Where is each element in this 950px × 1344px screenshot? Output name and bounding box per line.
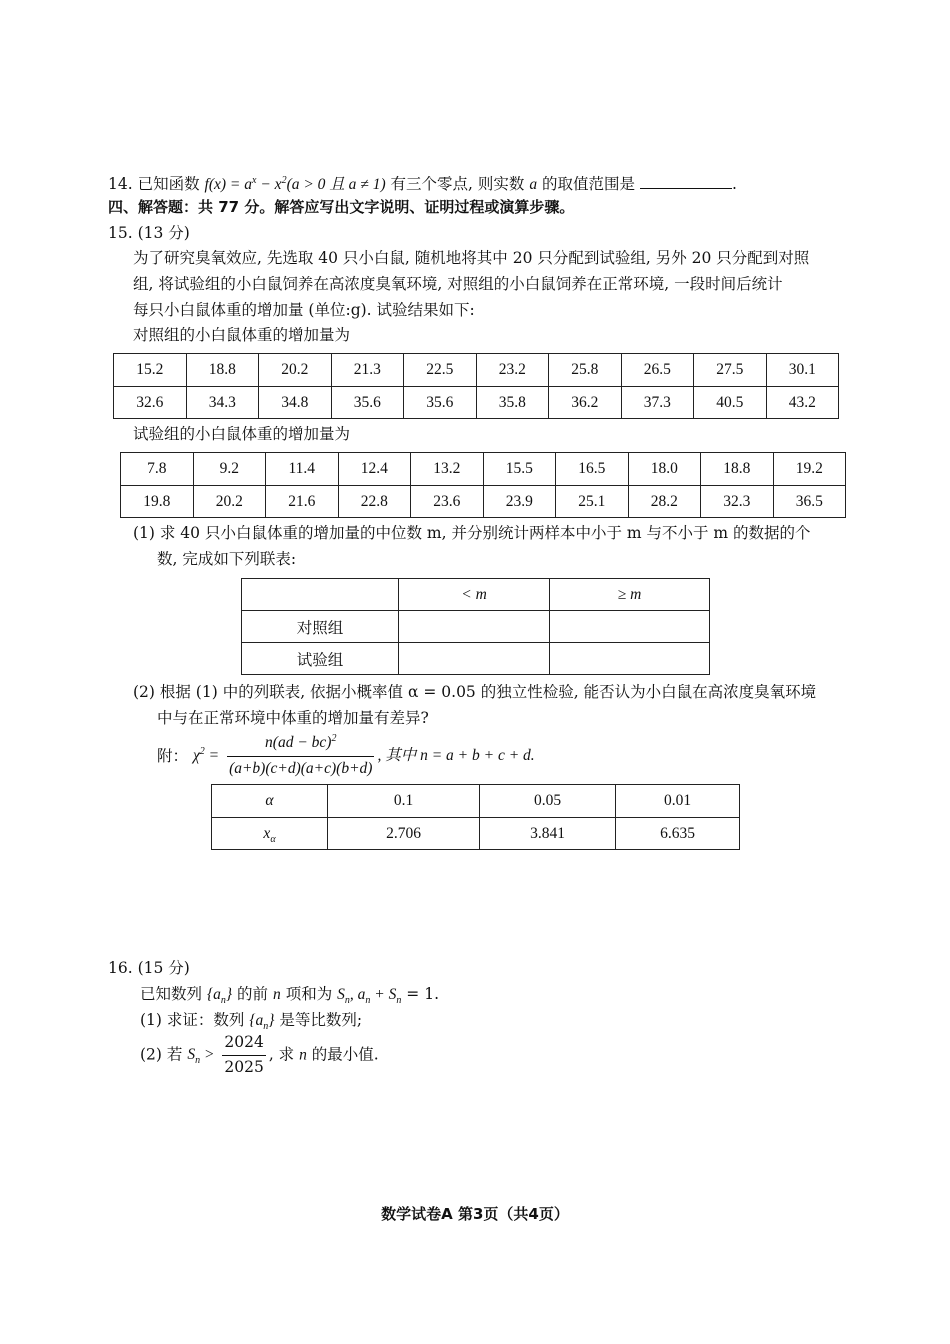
test-group-label: 试验组的小白鼠体重的增加量为: [133, 425, 351, 443]
table-cell: 0.05: [480, 785, 616, 818]
table-cell: [242, 579, 399, 611]
q15-para-line1: 为了研究臭氧效应, 先选取 40 只小白鼠, 随机地将其中 20 只分配到试验组, 另外 20 只分配到对照: [133, 249, 810, 267]
control-group-label: 对照组的小白鼠体重的增加量为: [133, 326, 351, 344]
q16-part2: [140, 1034, 379, 1077]
table-cell: 36.2: [549, 387, 622, 419]
table-row: [242, 579, 710, 611]
chi-square-symbol: $\chi^2$ =: [192, 745, 220, 764]
table-cell: 34.3: [186, 387, 259, 419]
table-cell: 35.6: [331, 387, 404, 419]
answer-cell[interactable]: [550, 611, 710, 643]
table-cell: 23.9: [483, 486, 556, 518]
q16-text: 的前: [237, 985, 269, 1003]
q16-text: 的最小值.: [311, 1045, 379, 1064]
table-cell: 11.4: [266, 453, 339, 486]
table-cell: 6.635: [616, 818, 740, 850]
table-row: [121, 453, 846, 486]
table-cell: 7.8: [121, 453, 194, 486]
control-group-table: [113, 353, 839, 419]
table-cell: 25.8: [549, 354, 622, 387]
q15-part2-line2: 中与在正常环境中体重的增加量有差异?: [157, 709, 429, 727]
q16-text: (1) 求证：数列: [140, 1011, 245, 1029]
table-cell: 15.5: [483, 453, 556, 486]
table-cell: 23.2: [476, 354, 549, 387]
q16-text: 已知数列: [140, 985, 203, 1003]
fraction-numerator: n(ad − bc)$^2$: [227, 734, 374, 757]
answer-cell[interactable]: [399, 611, 550, 643]
expr-sn-gt: $S_n$ >: [187, 1046, 215, 1067]
q16-text: = 1.: [406, 985, 439, 1003]
critical-value-table: [211, 784, 740, 850]
table-cell: 2.706: [328, 818, 480, 850]
q14-end: .: [731, 175, 737, 193]
var-n: n: [273, 986, 281, 1003]
q16-text: , 求: [268, 1045, 295, 1064]
q14-number: 14.: [108, 175, 133, 193]
appendix-label: 附：: [157, 746, 189, 765]
q14-text-b: 有三个零点, 则实数: [390, 175, 525, 193]
q16-text: 是等比数列;: [279, 1011, 363, 1029]
table-cell: $x_\alpha$: [212, 818, 328, 850]
table-cell: 30.1: [766, 354, 839, 387]
table-row: [114, 354, 839, 387]
q16-text: (2) 若: [140, 1045, 183, 1064]
table-cell: 21.3: [331, 354, 404, 387]
test-group-table: [120, 452, 846, 518]
sequence-a-n: $\{a_n\}$: [249, 1012, 275, 1033]
table-cell: 32.6: [114, 387, 187, 419]
q15-part1-line1: (1) 求 40 只小白鼠体重的增加量的中位数 m, 并分别统计两样本中小于 m 与不小于 m 的数据的个: [133, 524, 811, 542]
table-cell: 25.1: [556, 486, 629, 518]
table-row: [242, 611, 710, 643]
table-row: [114, 387, 839, 419]
fraction-numerator: 2024: [222, 1034, 265, 1056]
table-cell: 21.6: [266, 486, 339, 518]
appendix-formula: [157, 734, 535, 778]
table-cell: 18.0: [628, 453, 701, 486]
table-cell: 23.6: [411, 486, 484, 518]
table-cell: 35.6: [404, 387, 477, 419]
q16-intro: [140, 985, 439, 1007]
table-cell: < m: [399, 579, 550, 611]
page-footer: 数学试卷A 第3页（共4页）: [381, 1205, 569, 1223]
table-cell: 18.8: [701, 453, 774, 486]
expr-sn: $S_n$, $a_n + S_n$: [337, 986, 402, 1007]
table-cell: 19.8: [121, 486, 194, 518]
q15-part2-line1: (2) 根据 (1) 中的列联表, 依据小概率值 α = 0.05 的独立性检验, 能否认为小白鼠在高浓度臭氧环境: [133, 683, 817, 701]
q16-text: 项和为: [285, 985, 333, 1003]
table-cell: 20.2: [193, 486, 266, 518]
table-cell: 3.841: [480, 818, 616, 850]
table-cell: 26.5: [621, 354, 694, 387]
q15-header: 15. (13 分): [108, 224, 190, 242]
table-row: [212, 818, 740, 850]
table-cell: 35.8: [476, 387, 549, 419]
table-cell: 37.3: [621, 387, 694, 419]
table-cell: 32.3: [701, 486, 774, 518]
q14-line: [108, 175, 737, 193]
q15-para-line3: 每只小白鼠体重的增加量 (单位:g). 试验结果如下:: [133, 301, 475, 319]
table-cell: 16.5: [556, 453, 629, 486]
table-cell: 43.2: [766, 387, 839, 419]
table-cell: 12.4: [338, 453, 411, 486]
table-cell: 9.2: [193, 453, 266, 486]
table-cell: 22.8: [338, 486, 411, 518]
q14-answer-blank[interactable]: [640, 175, 732, 189]
q14-var: a: [529, 176, 538, 193]
table-cell: 0.1: [328, 785, 480, 818]
table-cell: α: [212, 785, 328, 818]
table-cell: 20.2: [259, 354, 332, 387]
table-cell: 18.8: [186, 354, 259, 387]
table-cell: 36.5: [773, 486, 846, 518]
q14-function: $f(x) = a^x - x^2(a > 0$ 且 a ≠ 1): [204, 174, 386, 193]
table-cell: ≥ m: [550, 579, 710, 611]
table-cell: 15.2: [114, 354, 187, 387]
table-cell: 40.5: [694, 387, 767, 419]
fraction-2024-2025: [222, 1034, 265, 1077]
contingency-table: [241, 578, 710, 675]
chi-square-fraction: [227, 734, 374, 778]
section-heading: 四、解答题：共 77 分。解答应写出文字说明、证明过程或演算步骤。: [108, 198, 575, 216]
answer-cell[interactable]: [399, 643, 550, 675]
q16-part1: [140, 1011, 363, 1033]
table-row: [212, 785, 740, 818]
q15-part1-line2: 数, 完成如下列联表:: [157, 550, 297, 568]
table-cell: 0.01: [616, 785, 740, 818]
table-cell: 对照组: [242, 611, 399, 643]
table-cell: 19.2: [773, 453, 846, 486]
table-cell: 27.5: [694, 354, 767, 387]
table-cell: 34.8: [259, 387, 332, 419]
var-n: n: [299, 1046, 307, 1064]
q14-text: 已知函数: [137, 175, 200, 193]
q15-para-line2: 组, 将试验组的小白鼠饲养在高浓度臭氧环境, 对照组的小白鼠饲养在正常环境, 一段时间后统计: [133, 275, 783, 293]
sequence-a-n: $\{a_n\}$: [206, 986, 233, 1007]
fraction-denominator: (a+b)(c+d)(a+c)(b+d): [229, 759, 373, 777]
appendix-tail: , 其中 n = a + b + c + d.: [377, 746, 535, 764]
q16-header: 16. (15 分): [108, 959, 190, 977]
table-cell: 13.2: [411, 453, 484, 486]
fraction-denominator: 2025: [224, 1057, 264, 1076]
table-row: [242, 643, 710, 675]
table-cell: 28.2: [628, 486, 701, 518]
answer-cell[interactable]: [550, 643, 710, 675]
table-cell: 22.5: [404, 354, 477, 387]
table-row: [121, 486, 846, 518]
q14-text-c: 的取值范围是: [542, 175, 636, 193]
table-cell: 试验组: [242, 643, 399, 675]
